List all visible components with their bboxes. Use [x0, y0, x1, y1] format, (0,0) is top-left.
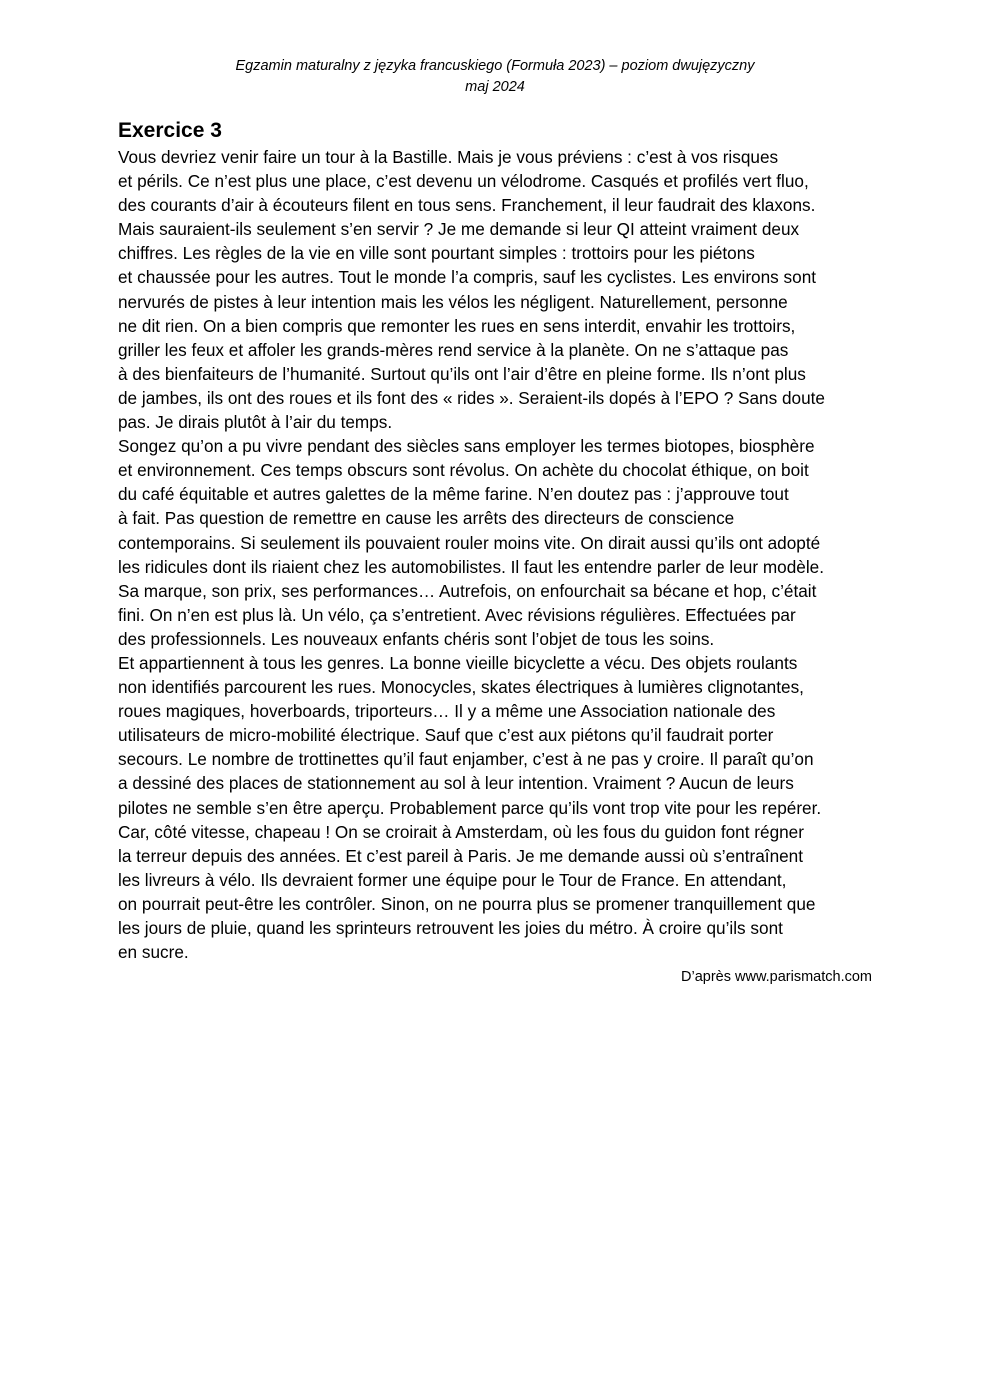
text-line: et périls. Ce n’est plus une place, c’est devenu un vélodrome. Casqués et profilés vert fluo,: [118, 171, 809, 192]
text-line: à fait. Pas question de remettre en cause les arrêts des directeurs de conscience: [118, 508, 735, 529]
text-line: pas. Je dirais plutôt à l’air du temps.: [118, 412, 393, 433]
text-line: griller les feux et affoler les grands-mères rend service à la planète. On ne s’attaque pas: [118, 339, 789, 360]
exercise-text: [118, 145, 878, 964]
exam-header: [0, 56, 990, 98]
text-line: on pourrait peut-être les contrôler. Sinon, on ne pourra plus se promener tranquillement que: [118, 893, 816, 914]
text-line: chiffres. Les règles de la vie en ville sont pourtant simples : trottoirs pour les piétons: [118, 243, 755, 264]
text-line: pilotes ne semble s’en être aperçu. Probablement parce qu’ils vont trop vite pour les repérer.: [118, 797, 822, 818]
source-attribution: D’après www.parismatch.com: [681, 969, 872, 985]
text-line: du café équitable et autres galettes de la même farine. N’en doutez pas : j’approuve tout: [118, 484, 789, 505]
text-line: les livreurs à vélo. Ils devraient former une équipe pour le Tour de France. En attendant,: [118, 869, 787, 890]
text-line: Car, côté vitesse, chapeau ! On se croirait à Amsterdam, où les fous du guidon font régner: [118, 821, 804, 842]
text-line: des professionnels. Les nouveaux enfants chéris sont l’objet de tous les soins.: [118, 628, 715, 649]
text-line: Mais sauraient-ils seulement s’en servir ? Je me demande si leur QI atteint vraiment deux: [118, 219, 800, 240]
exam-header-date: maj 2024: [465, 79, 525, 95]
text-line: Et appartiennent à tous les genres. La bonne vieille bicyclette a vécu. Des objets roulants: [118, 652, 798, 673]
text-line: Vous devriez venir faire un tour à la Bastille. Mais je vous préviens : c’est à vos risques: [118, 147, 779, 167]
text-line: utilisateurs de micro-mobilité électrique. Sauf que c’est aux piétons qu’il faudrait porter: [118, 725, 774, 746]
text-line: les jours de pluie, quand les sprinteurs retrouvent les joies du métro. À croire qu’ils sont: [118, 918, 783, 938]
exam-header-title: Egzamin maturalny z języka francuskiego (Formuła 2023) – poziom dwujęzyczny: [235, 58, 755, 74]
text-line: et environnement. Ces temps obscurs sont révolus. On achète du chocolat éthique, on boit: [118, 460, 809, 481]
text-line: et chaussée pour les autres. Tout le monde l’a compris, sauf les cyclistes. Les environs sont: [118, 267, 817, 288]
text-line: a dessiné des places de stationnement au sol à leur intention. Vraiment ? Aucun de leurs: [118, 773, 794, 794]
text-line: secours. Le nombre de trottinettes qu’il faut enjamber, c’est à ne pas y croire. Il paraît qu’on: [118, 749, 814, 770]
text-line: de jambes, ils ont des roues et ils font des « rides ». Seraient-ils dopés à l’EPO ? Sans doute: [118, 387, 825, 408]
text-line: des courants d’air à écouteurs filent en tous sens. Franchement, il leur faudrait des klaxons.: [118, 195, 816, 216]
exercise-title: Exercice 3: [118, 119, 222, 142]
text-line: contemporains. Si seulement ils pouvaient rouler moins vite. On dirait aussi qu’ils ont adopté: [118, 532, 821, 553]
text-line: les ridicules dont ils riaient chez les automobilistes. Il faut les entendre parler de leur modèle.: [118, 556, 825, 577]
text-line: la terreur depuis des années. Et c’est pareil à Paris. Je me demande aussi où s’entraînent: [118, 845, 804, 866]
text-line: non identifiés parcourent les rues. Monocycles, skates électriques à lumières clignotantes,: [118, 677, 804, 698]
text-line: à des bienfaiteurs de l’humanité. Surtout qu’ils ont l’air d’être en pleine forme. Ils n’ont plus: [118, 363, 806, 384]
text-line: fini. On n’en est plus là. Un vélo, ça s’entretient. Avec révisions régulières. Effectuées par: [118, 604, 796, 625]
text-line: Sa marque, son prix, ses performances… Autrefois, on enfourchait sa bécane et hop, c’était: [118, 580, 817, 601]
text-line: Songez qu’on a pu vivre pendant des siècles sans employer les termes biotopes, biosphère: [118, 436, 815, 457]
text-line: nervurés de pistes à leur intention mais les vélos les négligent. Naturellement, personne: [118, 291, 788, 312]
text-line: ne dit rien. On a bien compris que remonter les rues en sens interdit, envahir les trottoirs,: [118, 315, 796, 336]
text-line: en sucre.: [118, 942, 189, 963]
text-line: roues magiques, hoverboards, triporteurs… Il y a même une Association nationale des: [118, 701, 776, 722]
